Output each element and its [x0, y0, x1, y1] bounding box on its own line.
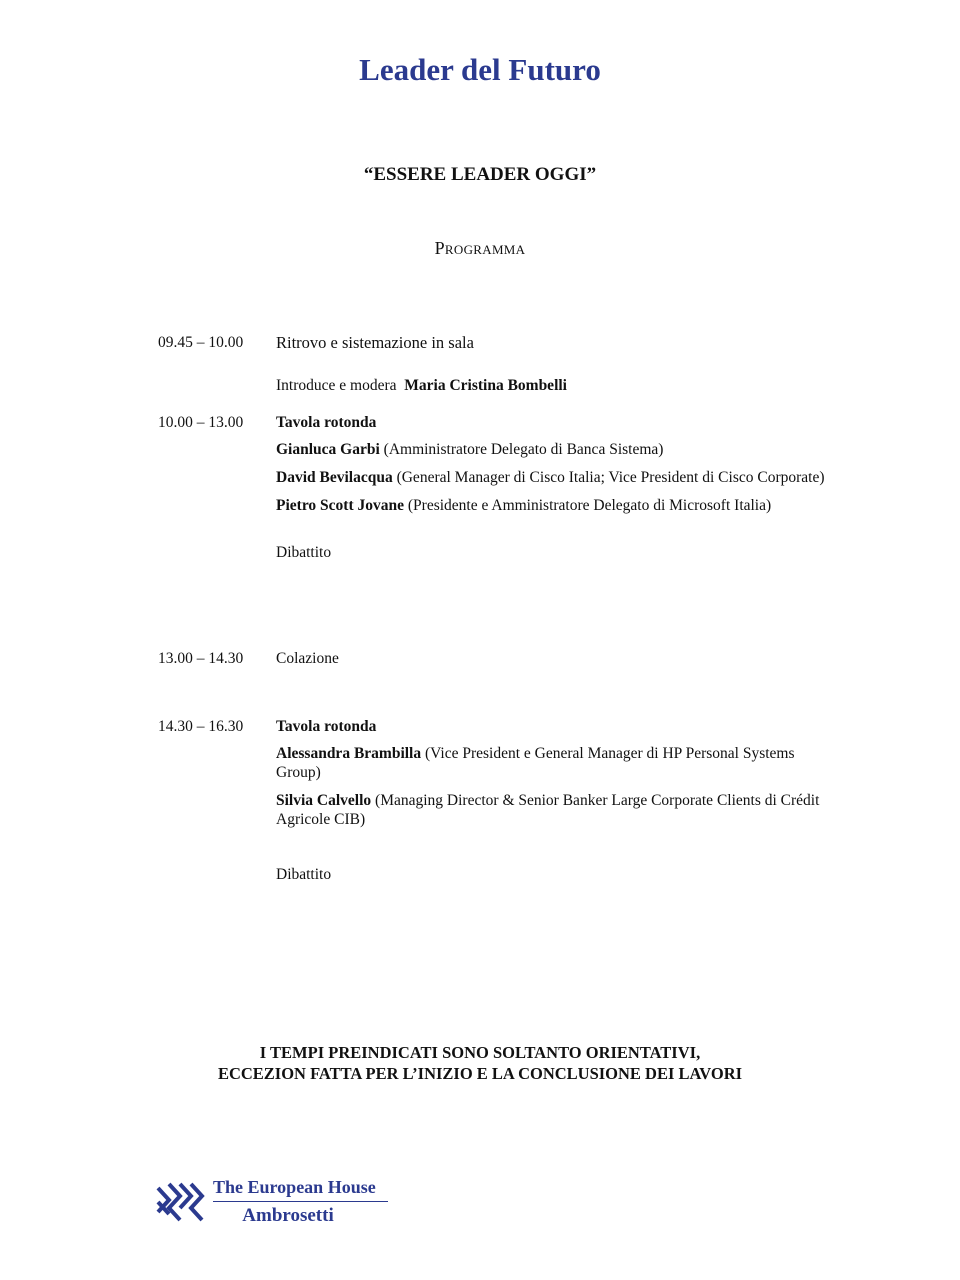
speaker-name: Silvia Calvello	[276, 792, 372, 809]
speaker-role: (Amministratore Delegato di Banca Sistema)	[383, 441, 664, 458]
slot-text: Colazione	[276, 650, 339, 667]
slot-time: 13.00 – 14.30	[158, 650, 244, 667]
speaker	[276, 496, 838, 515]
discussion-label: Dibattito	[276, 544, 332, 561]
intro-line	[276, 376, 838, 395]
slot-time: 10.00 – 13.00	[158, 414, 244, 431]
agenda	[158, 333, 838, 884]
section-heading: Programma	[434, 238, 526, 258]
slot-time: 14.30 – 16.30	[158, 718, 244, 735]
intro-label: Introduce e modera	[276, 377, 397, 394]
page-title: Leader del Futuro	[359, 52, 601, 87]
discussion-label: Dibattito	[276, 866, 332, 883]
slot-time: 09.45 – 10.00	[158, 334, 244, 351]
logo-line1: The European House	[213, 1177, 376, 1197]
speaker-role: (General Manager di Cisco Italia; Vice President di Cisco Corporate)	[396, 469, 825, 486]
event-subtitle: “ESSERE LEADER OGGI”	[363, 164, 597, 185]
intro-row	[158, 376, 838, 395]
speaker-name: Pietro Scott Jovane	[276, 497, 404, 514]
logo-line2: Ambrosetti	[242, 1205, 334, 1226]
speaker	[276, 744, 838, 782]
slot-text: Ritrovo e sistemazione in sala	[276, 333, 474, 352]
slot-content	[276, 413, 838, 562]
speaker	[276, 440, 838, 459]
speaker-role: (Vice President e General Manager di HP Personal Systems Group)	[276, 745, 795, 781]
speaker-name: David Bevilacqua	[276, 469, 393, 486]
slot-heading: Tavola rotonda	[276, 414, 377, 431]
moderator-name: Maria Cristina Bombelli	[404, 377, 567, 394]
note-line: ECCEZION FATTA PER L’INIZIO E LA CONCLUSIONE DEI LAVORI	[217, 1064, 743, 1083]
timing-note	[0, 1042, 960, 1084]
agenda-slot	[158, 413, 838, 562]
agenda-slot	[158, 649, 838, 669]
ambrosetti-mark-icon	[155, 1180, 205, 1224]
slot-content	[276, 717, 838, 884]
speaker-name: Gianluca Garbi	[276, 441, 380, 458]
speaker	[276, 468, 838, 487]
agenda-slot	[158, 333, 838, 353]
speaker-role: (Managing Director & Senior Banker Large Corporate Clients di Crédit Agricole CIB)	[276, 792, 820, 828]
speaker-name: Alessandra Brambilla	[276, 745, 422, 762]
agenda-slot	[158, 717, 838, 884]
speaker	[276, 791, 838, 829]
note-line: I TEMPI PREINDICATI SONO SOLTANTO ORIENTATIVI,	[259, 1043, 701, 1062]
speaker-role: (Presidente e Amministratore Delegato di Microsoft Italia)	[407, 497, 772, 514]
slot-heading: Tavola rotonda	[276, 718, 377, 735]
ambrosetti-logo	[155, 1176, 395, 1232]
logo-rule	[213, 1201, 388, 1202]
